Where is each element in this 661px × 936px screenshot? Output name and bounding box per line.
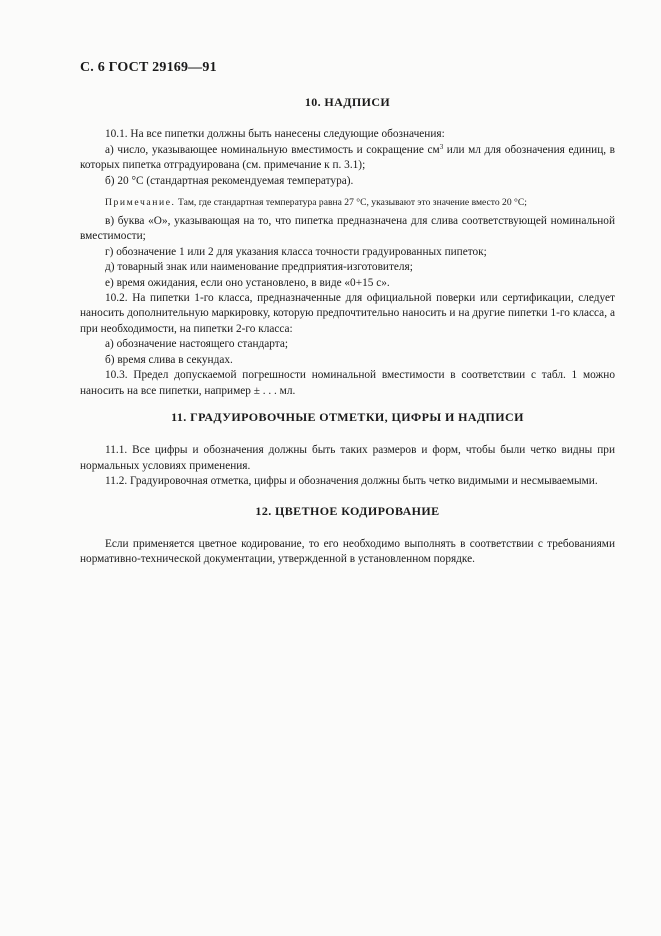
note-label: Примечание. bbox=[105, 197, 176, 209]
section-10-title: 10. НАДПИСИ bbox=[304, 95, 391, 109]
paragraph-12: Если применяется цветное кодирование, то его необходимо выполнять в соответствии с требованиями нормативно-технической документации, утвержденной в установленном порядке. bbox=[80, 537, 615, 566]
item-10-a-text: а) число, указывающее номинальную вместимость и сокращение см bbox=[105, 143, 440, 156]
item-10-v: в) буква «О», указывающая на то, что пипетка предназначена для слива соответствующей номинальной вместимости; bbox=[80, 215, 615, 243]
item-10-2-b: б) время слива в секундах. bbox=[105, 353, 233, 366]
item-10-e: е) время ожидания, если оно установлено, в виде «0+15 с». bbox=[105, 276, 390, 289]
item-10-d: д) товарный знак или наименование предприятия-изготовителя; bbox=[105, 261, 413, 274]
item-10-a bbox=[80, 143, 615, 174]
paragraph-10-2: 10.2. На пипетки 1-го класса, предназначенные для официальной поверки или сертификации, следует наносить дополнительную маркировку, которую предпочтительно наносить и на другие пипетки 1-го класса, а при необходимости, на пипетки 2-го класса: bbox=[80, 292, 615, 335]
note-text: Там, где стандартная температура равна 27 °С, указывают это значение вместо 20 °С; bbox=[175, 197, 527, 209]
item-10-b: б) 20 °С (стандартная рекомендуемая температура). bbox=[105, 174, 354, 187]
paragraph-10-3: 10.3. Предел допускаемой погрешности номинальной вместимости в соответствии с табл. 1 можно наносить на все пипетки, например ± . . . мл. bbox=[80, 369, 615, 397]
paragraph-11-1: 11.1. Все цифры и обозначения должны быть таких размеров и форм, чтобы были четко видны при нормальных условиях применения. bbox=[80, 444, 615, 472]
note bbox=[80, 196, 615, 209]
superscript-3: 3 bbox=[439, 142, 444, 151]
page-header: С. 6 ГОСТ 29169—91 bbox=[80, 60, 217, 75]
document-body bbox=[80, 90, 615, 568]
paragraph-11-2: 11.2. Градуировочная отметка, цифры и обозначения должны быть четко видимыми и несмываемыми. bbox=[105, 475, 598, 488]
section-11-title: 11. ГРАДУИРОВОЧНЫЕ ОТМЕТКИ, ЦИФРЫ И НАДПИСИ bbox=[171, 409, 524, 424]
item-10-a-tail: или мл для обозначения единиц, в которых пипетка отградуирована (см. примечание к п. 3.1); bbox=[80, 143, 616, 172]
item-10-g: г) обозначение 1 или 2 для указания класса точности градуированных пипеток; bbox=[105, 245, 487, 258]
paragraph-10-1: 10.1. На все пипетки должны быть нанесены следующие обозначения: bbox=[105, 128, 445, 141]
section-12-title: 12. ЦВЕТНОЕ КОДИРОВАНИЕ bbox=[255, 503, 440, 518]
item-10-2-a: а) обозначение настоящего стандарта; bbox=[105, 338, 289, 351]
